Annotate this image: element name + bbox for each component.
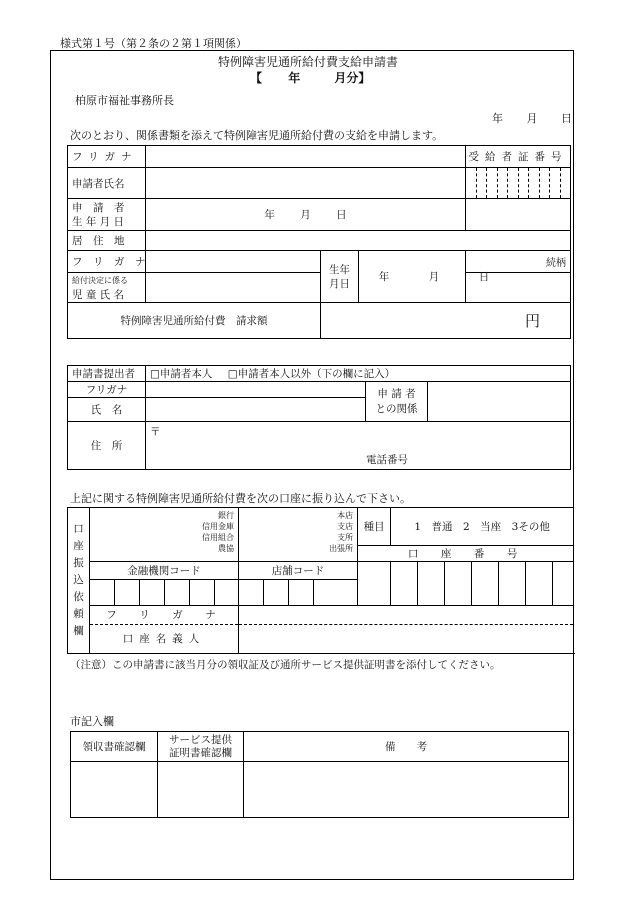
side-char: 欄 — [73, 625, 84, 637]
holder-field[interactable] — [239, 606, 574, 654]
branch-type: 支店 — [337, 522, 354, 531]
remarks-field[interactable] — [244, 762, 569, 818]
child-year: 年 — [378, 271, 390, 283]
applicant-name-field[interactable] — [146, 168, 466, 199]
child-day: 日 — [478, 271, 490, 283]
addressee: 柏原市福祉事務所長 — [75, 94, 174, 107]
child-birth-label-line1: 生年 — [329, 263, 350, 276]
birth-label-line1: 申 請 者 — [72, 201, 125, 214]
institution-name-field[interactable] — [90, 508, 239, 562]
account-digit-2[interactable] — [391, 562, 418, 606]
child-furigana-label: フ リ ガ ナ — [68, 251, 146, 273]
birth-blank — [466, 199, 571, 231]
inst-type: 銀行 — [218, 511, 235, 520]
receipt-check-label: 領収書確認欄 — [71, 732, 158, 762]
inst-code-label: 金融機関コード — [90, 562, 239, 580]
remarks-label: 備 考 — [244, 732, 569, 762]
branch-code-digit-2[interactable] — [264, 580, 289, 606]
child-name-label-line2: 児 童 氏 名 — [72, 288, 125, 301]
branch-code-digit-4[interactable] — [314, 580, 358, 606]
yen-label: 円 — [524, 312, 540, 330]
address-label: 居 住 地 — [68, 231, 146, 251]
submitter-name-label: 氏 名 — [68, 398, 146, 422]
branch-type: 本店 — [337, 511, 354, 520]
service-check-label — [158, 732, 244, 762]
birth-label — [68, 199, 146, 231]
form-number: 様式第１号（第２条の２第１項関係） — [60, 37, 247, 50]
period-month: 月分】 — [334, 71, 371, 85]
inst-code-digit-5[interactable] — [190, 580, 215, 606]
account-digit-7[interactable] — [526, 562, 553, 606]
birth-year: 年 — [264, 209, 275, 221]
inst-type: 信用金庫 — [202, 522, 235, 531]
inst-code-digit-6[interactable] — [215, 580, 239, 606]
option-self-checkbox[interactable]: □申請者本人 — [150, 368, 213, 380]
furigana-label: フリガナ — [68, 146, 146, 168]
date-month: 月 — [526, 112, 538, 125]
period-open: 【 — [250, 71, 263, 85]
service-check-line1: サービス提供 — [169, 733, 232, 746]
relation-to-applicant-field[interactable] — [428, 382, 571, 422]
side-char: 口 — [73, 523, 84, 535]
account-digit-6[interactable] — [499, 562, 526, 606]
bank-side-label — [68, 508, 90, 654]
account-digit-8[interactable] — [553, 562, 574, 606]
branch-code-digit-3[interactable] — [289, 580, 314, 606]
branch-code-digit-1[interactable] — [239, 580, 264, 606]
office-table — [70, 731, 569, 818]
date-line — [492, 113, 572, 124]
holder-furigana-field[interactable] — [239, 606, 573, 625]
submitter-address-label: 住 所 — [68, 422, 146, 470]
account-digit-1[interactable] — [358, 562, 391, 606]
child-birth-label — [321, 251, 359, 303]
child-name-label-line1: 給付決定に係る — [72, 275, 128, 285]
inst-code-digit-4[interactable] — [165, 580, 190, 606]
account-digit-5[interactable] — [472, 562, 499, 606]
date-day: 日 — [561, 112, 572, 125]
birth-field[interactable] — [146, 199, 466, 231]
holder-label-cell — [90, 606, 239, 654]
inst-type: 信用組合 — [202, 533, 235, 542]
submitter-address-field[interactable] — [146, 422, 571, 470]
claim-label: 特例障害児通所給付費 請求額 — [68, 303, 321, 339]
service-check-line2: 証明書確認欄 — [169, 746, 232, 759]
relation-line2: との関係 — [375, 402, 418, 415]
bank-intro: 上記に関する特例障害児通所給付費を次の口座に振り込んで下さい。 — [70, 492, 411, 505]
side-char: 座 — [73, 540, 84, 552]
side-char: 依 — [73, 591, 84, 603]
postal-mark: 〒 — [150, 426, 161, 438]
birth-label-line2: 生 年 月 日 — [72, 215, 125, 228]
claim-amount-field[interactable] — [321, 303, 571, 339]
cert-number-boxes[interactable] — [466, 168, 571, 199]
note-text: （注意）この申請書に該当月分の領収証及び通所サービス提供証明書を添付してください。 — [70, 659, 501, 671]
inst-type: 農協 — [218, 544, 235, 553]
branch-type: 支所 — [337, 533, 354, 542]
option-other-checkbox[interactable]: □申請者本人以外（下の欄に記入） — [227, 368, 396, 380]
submitter-furigana-label: フリガナ — [68, 382, 146, 398]
child-name-label — [68, 273, 146, 303]
account-digit-4[interactable] — [445, 562, 472, 606]
relation-to-applicant-label — [366, 382, 428, 422]
office-use-label: 市記入欄 — [70, 715, 114, 728]
receipt-check-field[interactable] — [71, 762, 158, 818]
branch-type: 出張所 — [329, 544, 354, 553]
child-month: 月 — [428, 271, 440, 283]
phone-label: 電話番号 — [366, 454, 408, 466]
side-char: 込 — [73, 574, 84, 586]
intro-text: 次のとおり、関係書類を添えて特例障害児通所給付費の支給を申請します。 — [70, 129, 444, 142]
inst-code-digit-3[interactable] — [140, 580, 165, 606]
inst-code-digit-2[interactable] — [115, 580, 140, 606]
cert-number-label: 受給者証番号 — [466, 146, 571, 168]
date-year: 年 — [492, 112, 503, 125]
relation-label: 続柄 — [466, 251, 571, 273]
submitter-label: 申請書提出者 — [68, 366, 146, 382]
furigana-field[interactable] — [146, 146, 466, 168]
submitter-name-field[interactable] — [146, 398, 366, 422]
service-check-field[interactable] — [158, 762, 244, 818]
holder-name-label: 口座名義人 — [122, 633, 206, 645]
account-type-label: 種目 — [358, 508, 391, 546]
bank-table — [67, 507, 574, 654]
child-furigana-field[interactable] — [146, 251, 321, 273]
account-type-options[interactable]: 1 普通 2 当座 3その他 — [391, 508, 574, 546]
address-field[interactable] — [146, 231, 571, 251]
account-number-label: 口 座 番 号 — [358, 546, 574, 562]
birth-month: 月 — [300, 209, 311, 221]
applicant-table — [67, 145, 571, 339]
submitter-furigana-field[interactable] — [146, 382, 366, 398]
branch-code-label: 店舗コード — [239, 562, 358, 580]
birth-day: 日 — [336, 209, 347, 221]
side-char: 振 — [73, 557, 84, 569]
submitter-options — [146, 366, 571, 382]
branch-name-field[interactable] — [239, 508, 358, 562]
child-birth-field[interactable] — [359, 251, 490, 303]
account-digit-3[interactable] — [418, 562, 445, 606]
holder-name-field[interactable] — [239, 625, 573, 653]
period-year: 年 — [288, 71, 301, 85]
submitter-table — [67, 365, 571, 470]
applicant-name-label: 申請者氏名 — [68, 168, 146, 199]
inst-code-digit-1[interactable] — [90, 580, 115, 606]
holder-furigana-label: フ リ ガ ナ — [90, 606, 238, 625]
form-title: 特例障害児通所給付費支給申請書 — [218, 55, 399, 69]
relation-line1: 申 請 者 — [377, 387, 416, 400]
side-char: 頼 — [73, 608, 84, 620]
child-birth-label-line2: 月日 — [329, 277, 350, 290]
period-line — [250, 72, 370, 84]
child-name-field[interactable] — [146, 273, 321, 303]
